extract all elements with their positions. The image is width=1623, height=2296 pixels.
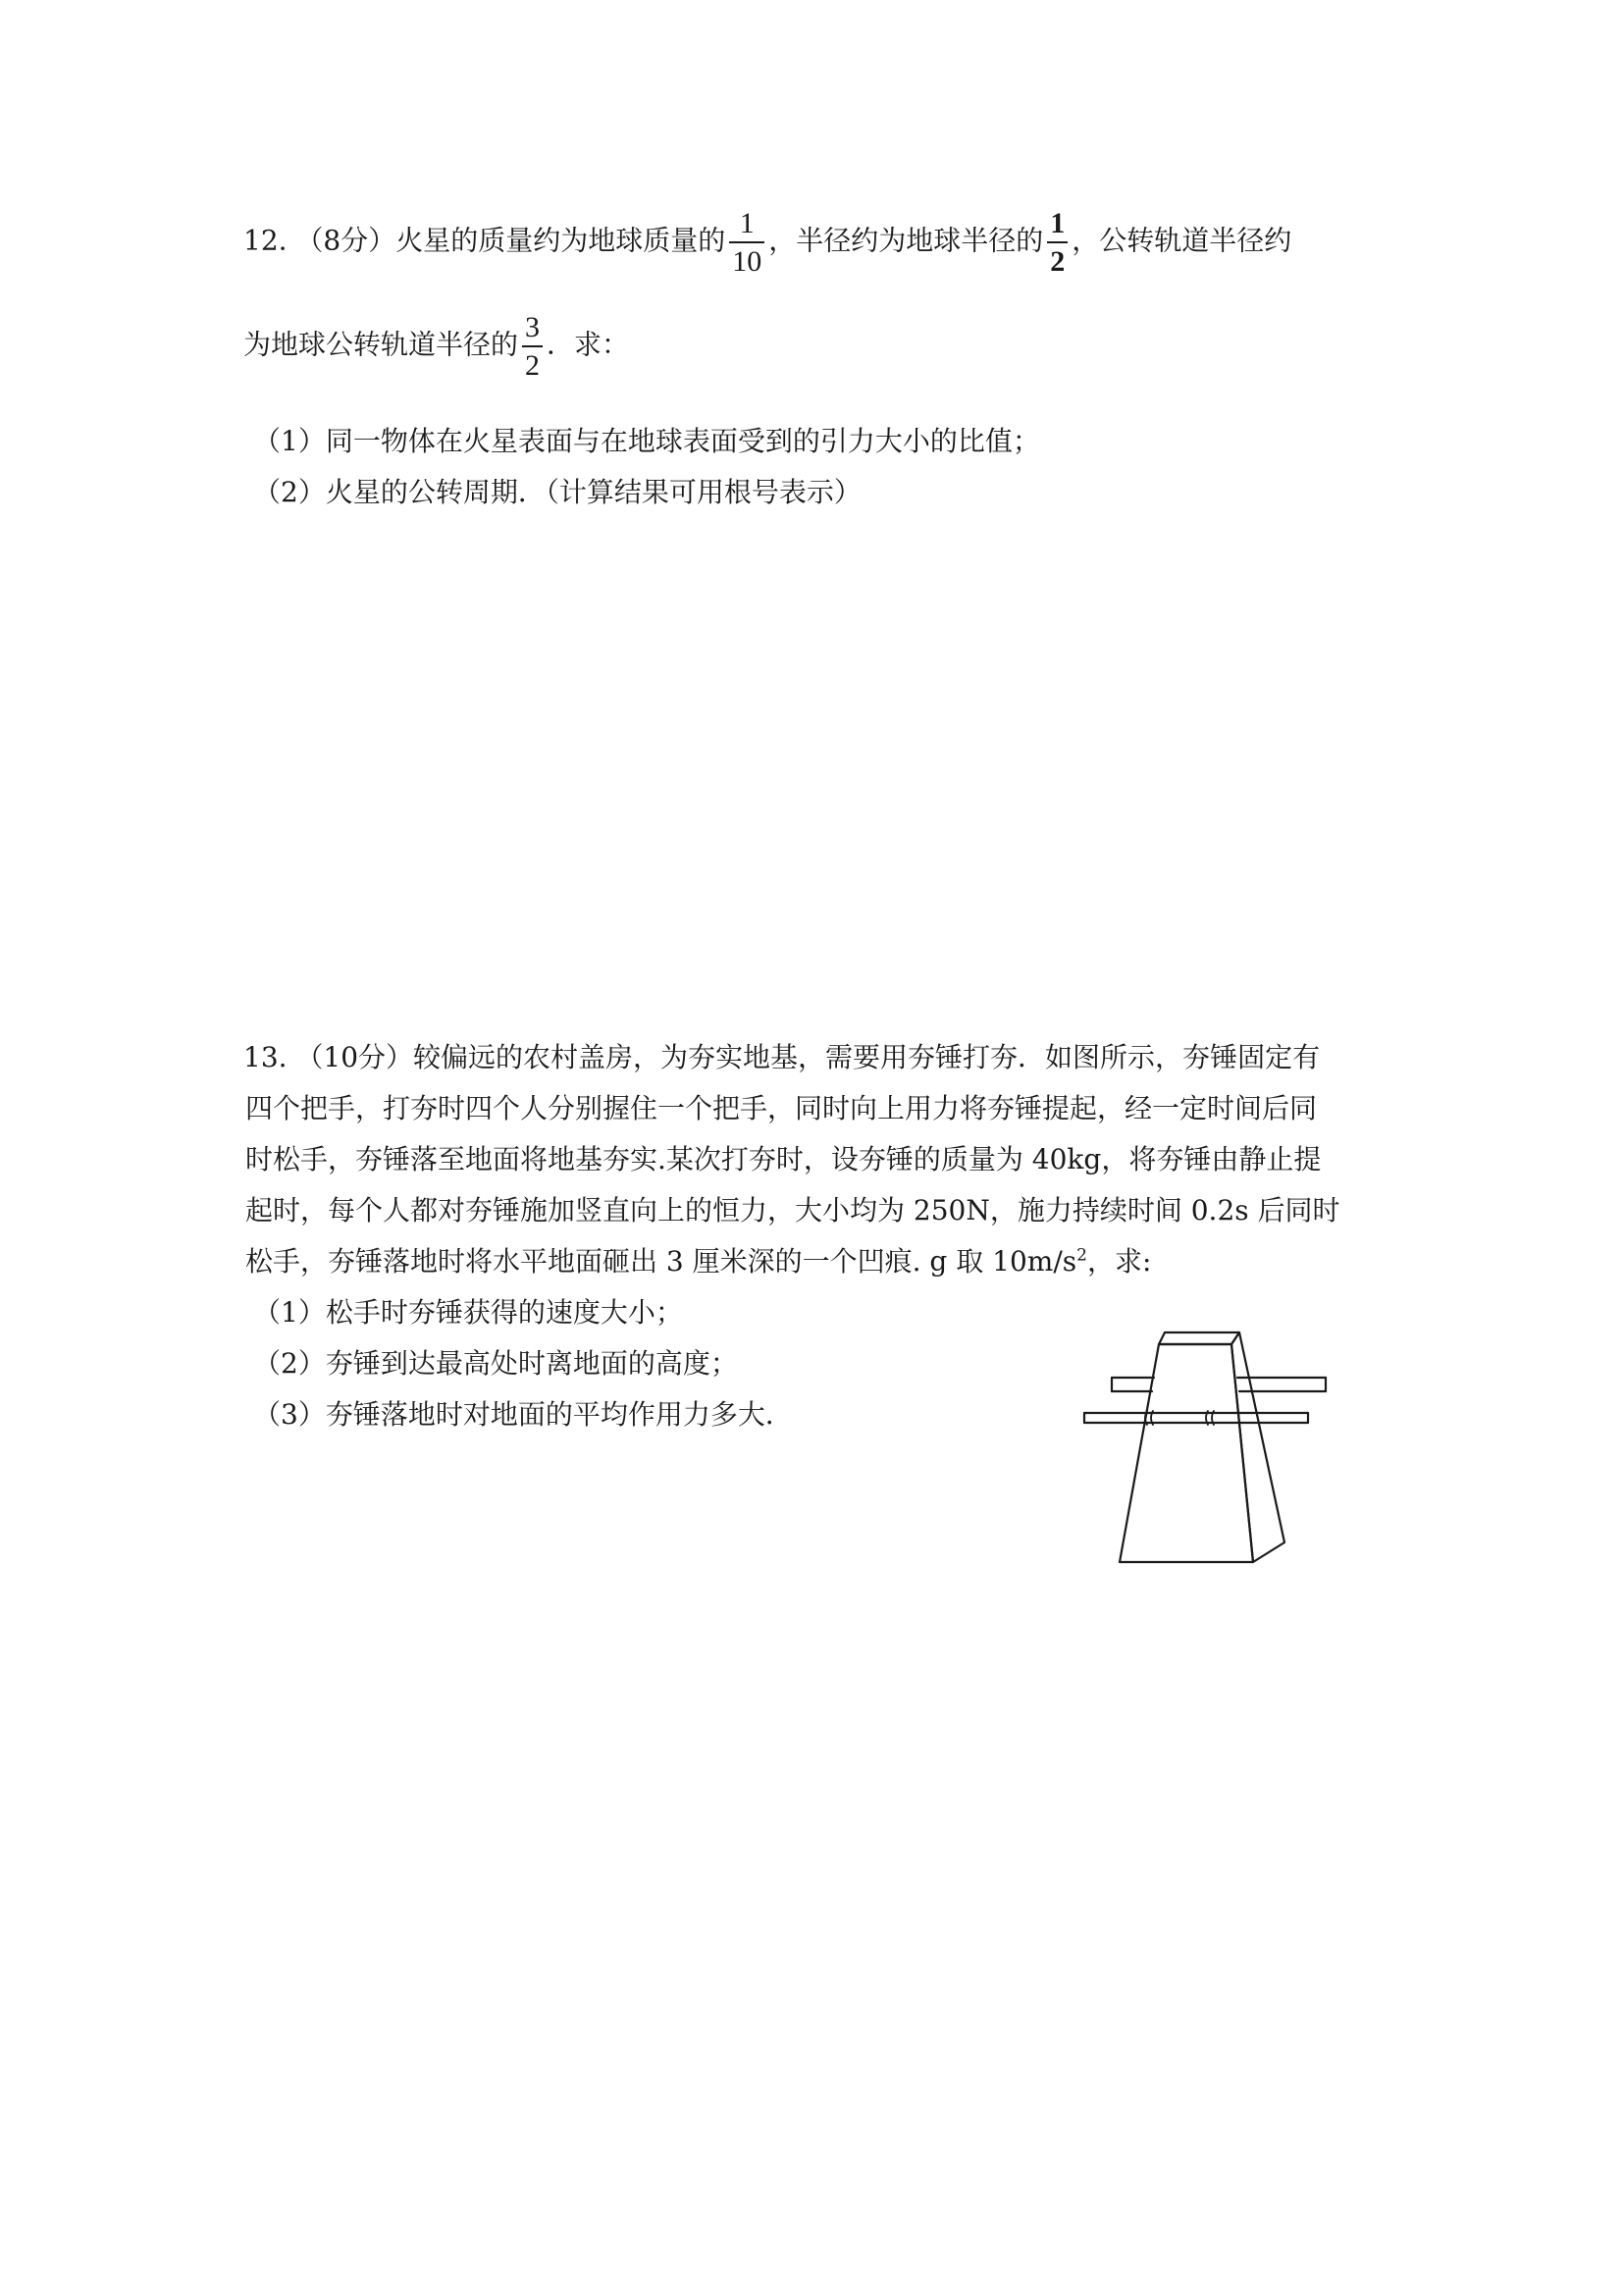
q12-frac3-denominator: 2 [525, 348, 541, 382]
rammer-side-face [1231, 1332, 1284, 1562]
q12-frac2-numerator: 1 [1047, 208, 1068, 243]
grip-mark-left-2 [1151, 1411, 1153, 1425]
q13-part-2: （2）夯锤到达最高处时离地面的高度； [253, 1347, 738, 1380]
q12-fraction-mass [729, 208, 764, 277]
rammer-top-face [1159, 1332, 1239, 1344]
q12-line2-text-b: ．求： [547, 328, 630, 361]
q12-frac1-numerator: 1 [729, 208, 764, 243]
q12-line-2 [243, 312, 629, 381]
q12-frac3-numerator: 3 [522, 312, 543, 347]
q12-line1-text-a: 12. （8分）火星的质量约为地球质量的 [243, 224, 726, 257]
rammer-figure [1074, 1325, 1339, 1570]
q13-line5-superscript: 2 [1076, 1245, 1087, 1266]
q12-part-2: （2）火星的公转周期．（计算结果可用根号表示） [253, 476, 862, 508]
q13-part-3: （3）夯锤落地时对地面的平均作用力多大． [253, 1398, 793, 1431]
q13-line-1: 13. （10分）较偏远的农村盖房，为夯实地基，需要用夯锤打夯．如图所示，夯锤固定有 [243, 1041, 1321, 1073]
q13-line5-text-b: ，求: [1086, 1245, 1152, 1278]
q13-line-4: 起时，每个人都对夯锤施加竖直向上的恒力，大小均为 250N，施力持续时间 0.2s 后同时 [245, 1194, 1340, 1226]
q12-line1-text-b: ，半径约为地球半径的 [768, 224, 1044, 257]
q12-fraction-radius [1047, 208, 1068, 277]
q12-frac2-denominator: 2 [1050, 244, 1066, 278]
q13-part-1: （1）松手时夯锤获得的速度大小； [253, 1296, 683, 1329]
q12-line1-text-c: ，公转轨道半径约 [1072, 224, 1292, 257]
q13-line5-text-a: 松手，夯锤落地时将水平地面砸出 3 厘米深的一个凹痕. g 取 10m/s [245, 1245, 1077, 1278]
grip-mark-right-2 [1212, 1411, 1214, 1425]
q12-frac1-denominator: 10 [732, 244, 762, 278]
q12-line-1 [243, 208, 1291, 277]
q13-line-3: 时松手，夯锤落至地面将地基夯实.某次打夯时，设夯锤的质量为 40kg，将夯锤由静止提 [245, 1143, 1322, 1175]
grip-mark-right-1 [1206, 1411, 1208, 1425]
q12-line2-text-a: 为地球公转轨道半径的 [243, 328, 519, 361]
q12-part-1: （1）同一物体在火星表面与在地球表面受到的引力大小的比值； [253, 425, 1040, 457]
q13-line-2: 四个把手，打夯时四个人分别握住一个把手，同时向上用力将夯锤提起，经一定时间后同 [245, 1092, 1318, 1124]
q13-line-5 [245, 1245, 1152, 1278]
q12-fraction-orbit [522, 312, 543, 381]
